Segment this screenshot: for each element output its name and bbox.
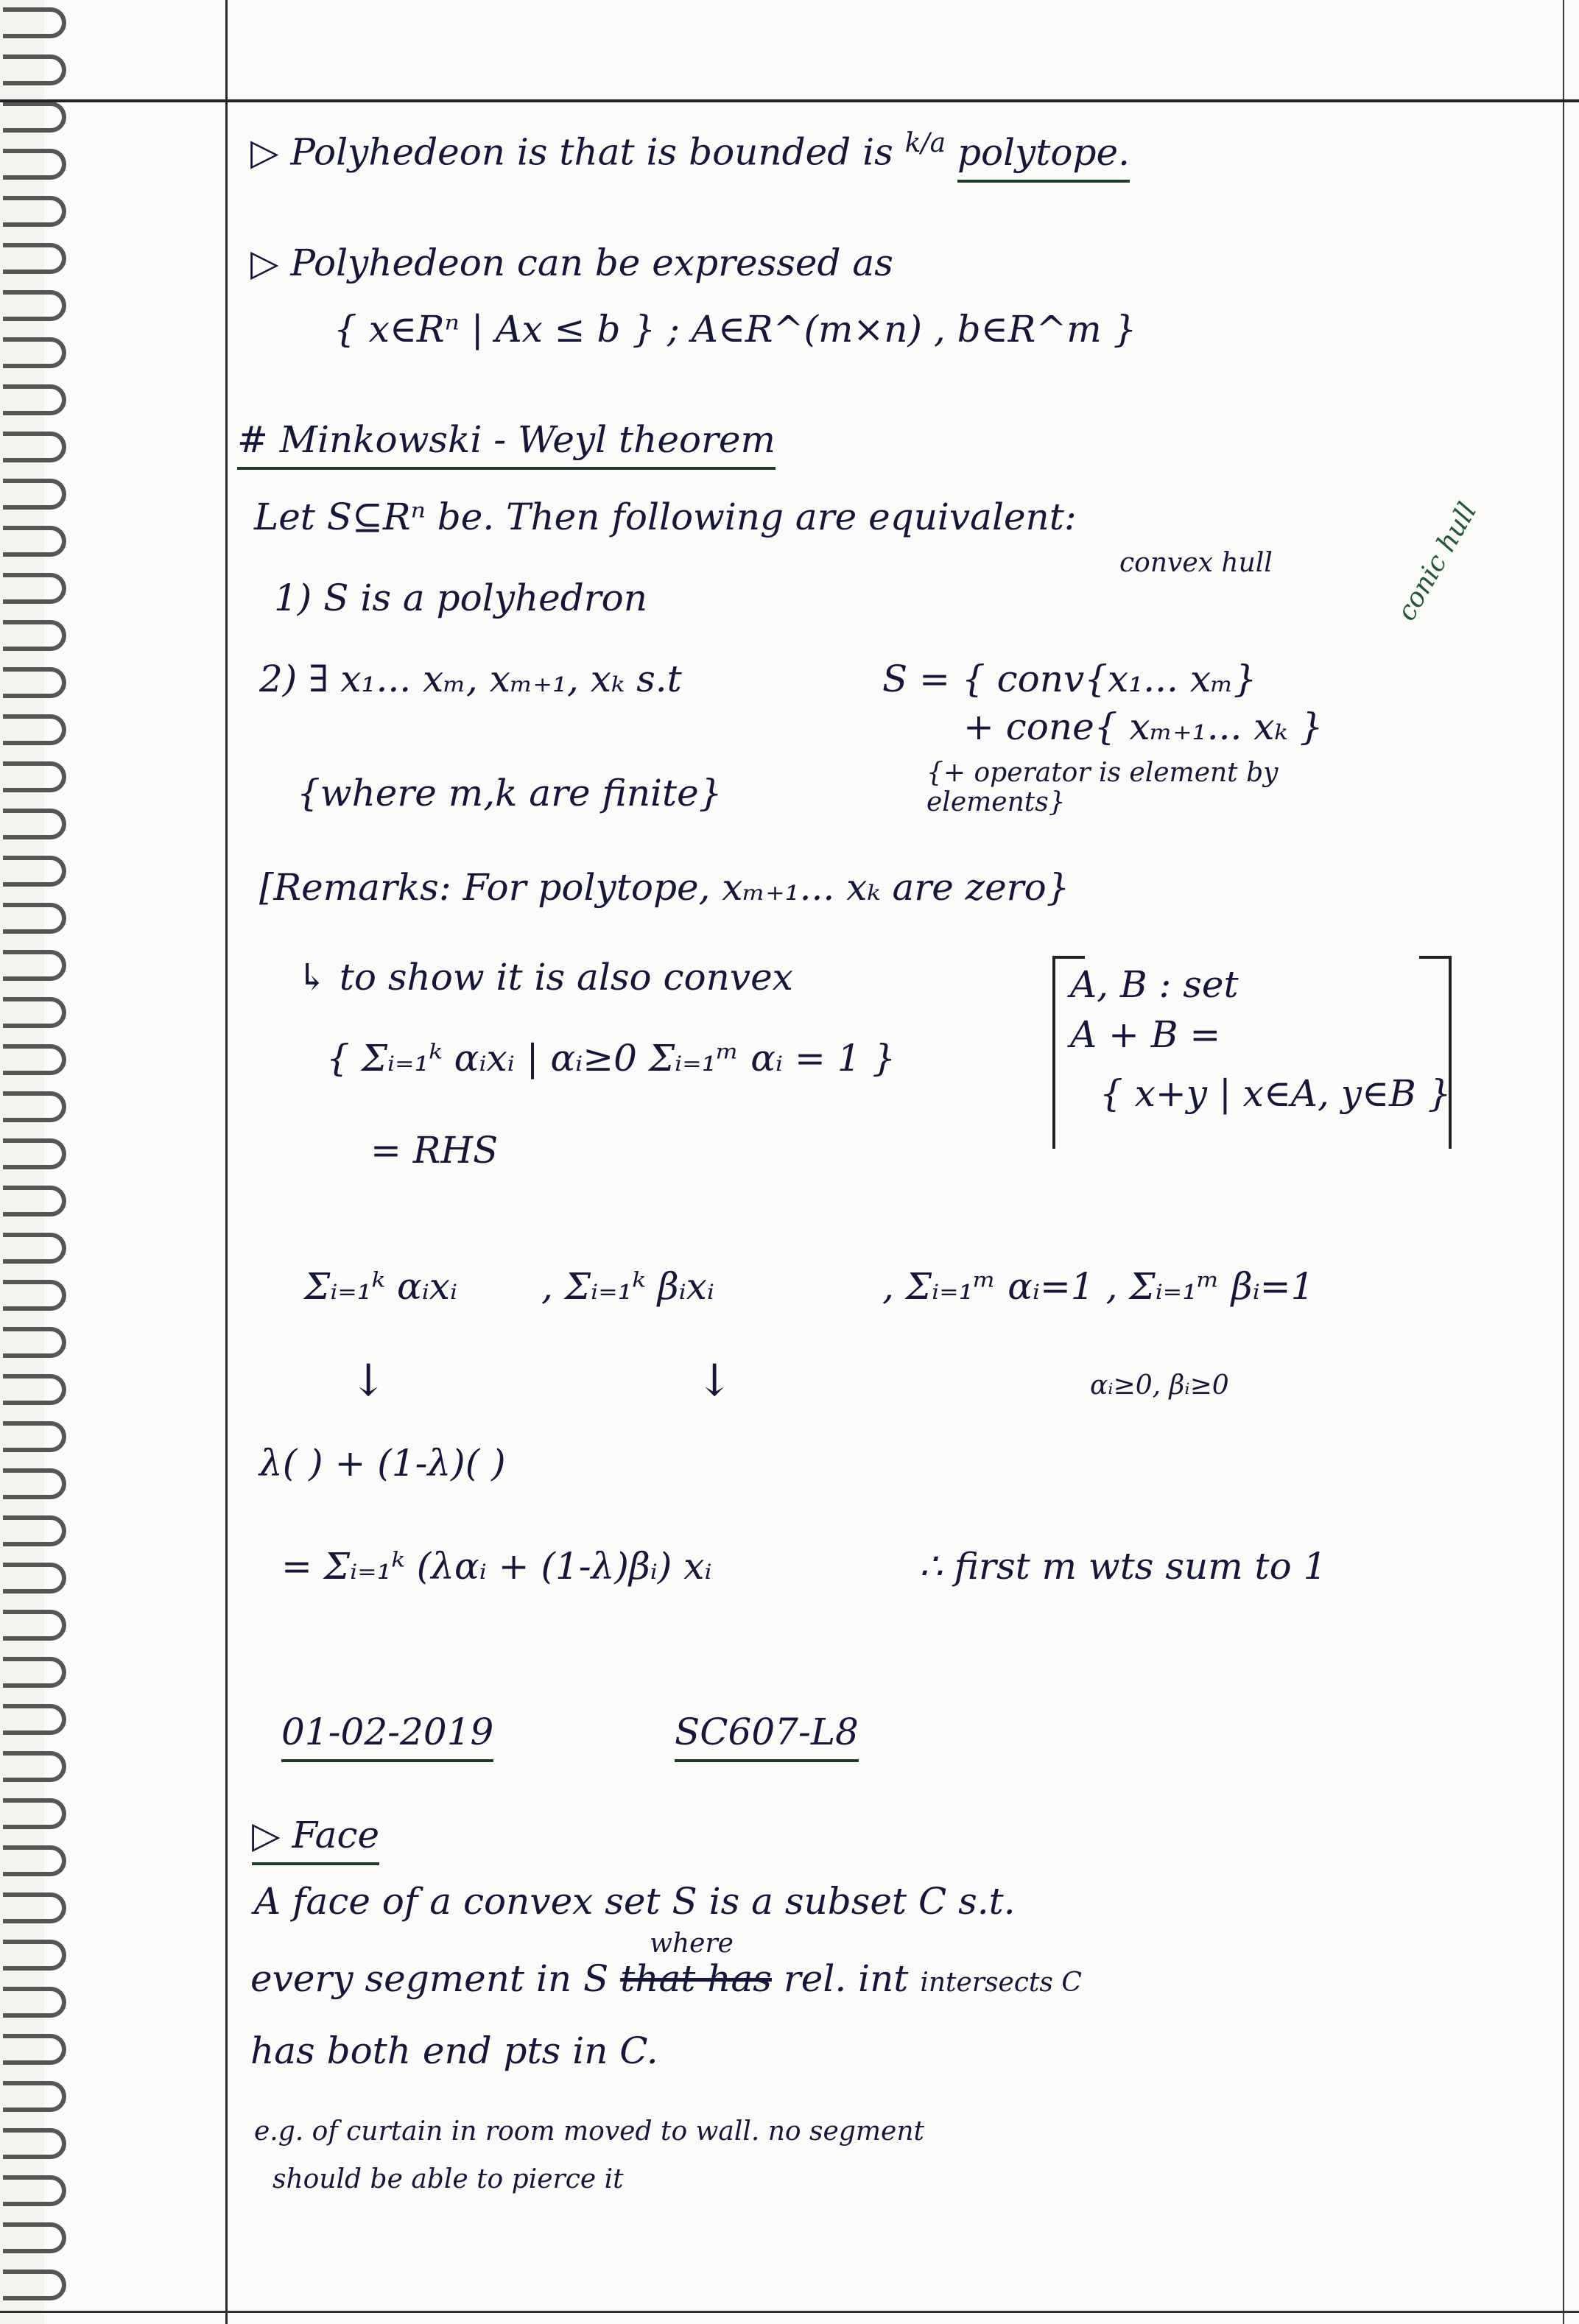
spiral-coil [3,243,66,274]
spiral-coil [3,2270,66,2300]
polytope-definition [250,129,1130,173]
polyhedron-set-expression: { x∈Rⁿ | Ax ≤ b } ; A∈R^(m×n) , b∈R^m } [334,308,1137,351]
condition-2-cone: + cone{ xₘ₊₁... xₖ } [963,705,1323,748]
spiral-coil [3,1751,66,1782]
spiral-coil [3,1327,66,1358]
spiral-coil [3,809,66,839]
abbr-ka: k/a [904,128,946,158]
theorem-heading: # Minkowski - Weyl theorem [237,420,776,460]
spiral-coil [3,573,66,604]
footer-rule [0,2311,1579,2313]
operator-note: {+ operator is element by elements} [926,758,1279,817]
spiral-coil [3,290,66,321]
margin-line [225,0,228,2324]
spiral-coil [3,1515,66,1546]
spiral-coil [3,997,66,1028]
spiral-coil [3,1421,66,1452]
spiral-coil [3,7,66,38]
spiral-coil [3,2034,66,2065]
minkowski-sum-box [1052,956,1452,1149]
sum-constraints: , Σᵢ₌₁ᵐ αᵢ=1 , Σᵢ₌₁ᵐ βᵢ=1 [882,1265,1315,1308]
box-line-3: { x+y | x∈A, y∈B } [1100,1072,1452,1115]
spiral-binding [0,0,70,2324]
spiral-coil [3,2128,66,2159]
conic-hull-note: conic hull [1391,497,1483,626]
face-definition-2: every segment in S where that has rel. int intersects C [250,1929,1082,2000]
sum-beta: , Σᵢ₌₁ᵏ βᵢxᵢ [541,1265,714,1308]
spiral-coil [3,149,66,180]
spiral-coil [3,1798,66,1829]
box-line-1: A, B : set [1070,963,1239,1006]
spiral-coil [3,1280,66,1311]
face-definition-1: A face of a convex set S is a subset C s.t. [254,1880,1016,1923]
spiral-coil [3,1186,66,1216]
spiral-coil [3,526,66,557]
spiral-coil [3,667,66,698]
struck-text: that has [620,1957,772,2000]
spiral-coil [3,1610,66,1641]
to-show-note: ↳ to show it is also convex [297,956,793,999]
lecture-code: SC607-L8 [675,1712,859,1753]
definition-text: ▷ Polyhedeon is that is bounded is [250,130,893,174]
spiral-coil [3,1892,66,1923]
rhs-label: = RHS [370,1129,499,1172]
spiral-coil [3,1987,66,2018]
header-rule [0,99,1579,102]
polytope-remark: [Remarks: For polytope, xₘ₊₁... xₖ are zero} [259,866,1070,909]
spiral-coil [3,2222,66,2253]
down-arrow-icon: ↓ [350,1355,387,1406]
convex-combination: λ( ) + (1-λ)( ) [259,1442,506,1485]
spiral-coil [3,1091,66,1122]
condition-2-conv: S = { conv{x₁... xₘ} [882,658,1257,700]
spiral-coil [3,2175,66,2206]
finite-note: {where m,k are finite} [297,772,722,814]
spiral-coil [3,1138,66,1169]
box-line-2: A + B = [1070,1013,1221,1056]
spiral-coil [3,620,66,651]
spiral-coil [3,1044,66,1075]
spiral-coil [3,714,66,745]
spiral-coil [3,1468,66,1499]
spiral-coil [3,1845,66,1876]
spiral-coil [3,432,66,462]
spiral-coil [3,1233,66,1264]
condition-2: 2) ∃ x₁... xₘ, xₘ₊₁, xₖ s.t [259,658,682,700]
spiral-coil [3,1940,66,1971]
lecture-date: 01-02-2019 [281,1712,493,1753]
spiral-coil [3,1563,66,1594]
spiral-coil [3,196,66,227]
spiral-coil [3,1374,66,1405]
spiral-coil [3,761,66,792]
page-edge [1563,0,1564,2324]
theorem-statement: Let S⊆Rⁿ be. Then following are equivalent: [254,496,1077,538]
term-polytope: polytope. [957,131,1130,183]
spiral-coil [3,1704,66,1735]
combination-result: = Σᵢ₌₁ᵏ (λαᵢ + (1-λ)βᵢ) xᵢ [281,1545,712,1588]
spiral-coil [3,54,66,85]
spiral-coil [3,950,66,981]
spiral-coil [3,903,66,934]
down-arrow-icon: ↓ [696,1355,734,1406]
spiral-coil [3,102,66,133]
condition-1: 1) S is a polyhedron [274,577,647,619]
spiral-coil [3,856,66,887]
spiral-coil [3,479,66,510]
inserted-where: where [650,1929,734,1959]
spiral-coil [3,1657,66,1688]
convex-set-expression: { Σᵢ₌₁ᵏ αᵢxᵢ | αᵢ≥0 Σᵢ₌₁ᵐ αᵢ = 1 } [326,1037,896,1080]
spiral-coil [3,337,66,368]
intersects-note: intersects C [920,1968,1082,1998]
face-heading: ▷ Face [252,1815,379,1856]
spiral-coil [3,2081,66,2112]
example-line-2: should be able to pierce it [272,2164,624,2194]
face-definition-3: has both end pts in C. [250,2029,658,2072]
result-note: ∴ first m wts sum to 1 [919,1545,1327,1588]
polyhedron-expression-intro: ▷ Polyhedeon can be expressed as [250,242,893,284]
example-line-1: e.g. of curtain in room moved to wall. no segment [254,2116,924,2147]
spiral-coil [3,384,66,415]
sum-alpha: Σᵢ₌₁ᵏ αᵢxᵢ [304,1265,458,1308]
convex-hull-note: convex hull [1119,548,1273,578]
nonnegativity: αᵢ≥0, βᵢ≥0 [1090,1370,1229,1401]
